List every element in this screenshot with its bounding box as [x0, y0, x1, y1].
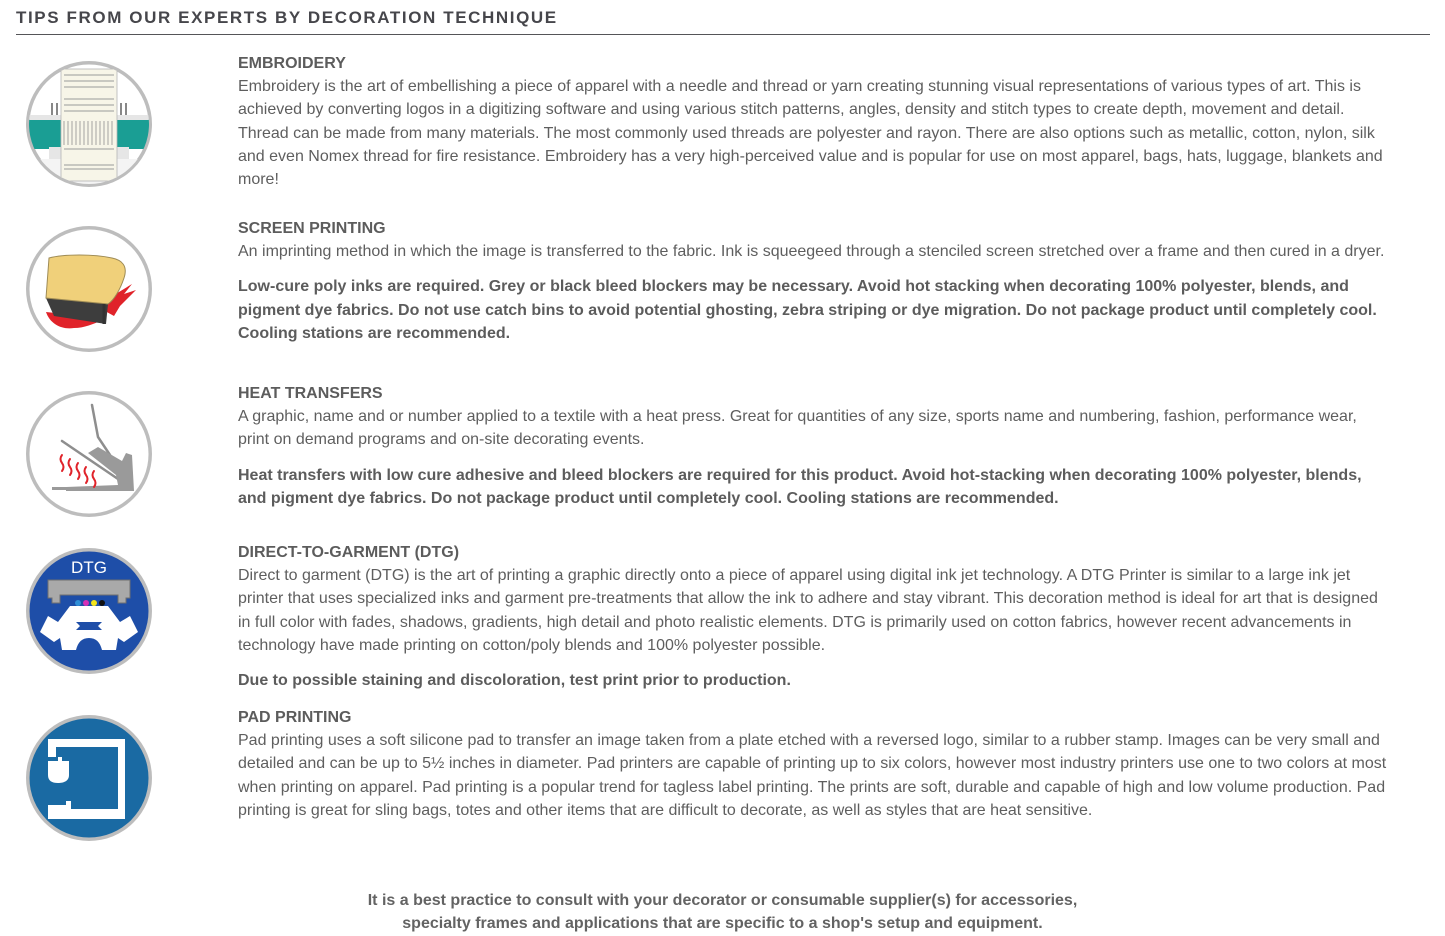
embroidery-machine-icon — [24, 59, 154, 189]
technique-title: DIRECT-TO-GARMENT (DTG) — [238, 544, 460, 561]
technique-title: PAD PRINTING — [238, 709, 352, 726]
technique-text — [238, 217, 1388, 345]
technique-text — [238, 52, 1388, 191]
technique-description: Pad printing uses a soft silicone pad to transfer an image taken from a plate etched with a reversed logo, similar to a rubber stamp. Images can be very small and detailed and can be up to 5½ inches in diameter. Pad printers are capable of printing up to six colors, however most industry printers use one to two colors at most when printing on apparel. Pad printing is a popular trend for tagless label printing. The prints are soft, durable and capable of high and low volume production. Pad printing is great for sling bags, totes and other items that are difficult to decorate, as well as styles that are heat sensitive. — [238, 732, 1387, 819]
technique-description: A graphic, name and or number applied to a textile with a heat press. Great for quantities of any size, sports name and numbering, fashion, performance wear, print on demand programs and on-site decorating events. — [238, 408, 1357, 449]
dtg-icon-label: DTG — [71, 558, 107, 577]
technique-note: Low-cure poly inks are required. Grey or black bleed blockers may be necessary. Avoid hot stacking when decorating 100% polyester, blends, and pigment dye fabrics. Do not use catch bins to avoid potential ghosting, zebra striping or dye migration. Do not package product until completely cool. Cooling stations are recommended. — [238, 278, 1377, 342]
section-header — [16, 6, 1430, 35]
technique-text — [238, 382, 1388, 510]
best-practice-footer — [0, 889, 1445, 936]
technique-description: Direct to garment (DTG) is the art of printing a graphic directly onto a piece of apparel using digital ink jet technology. A DTG Printer is similar to a large ink jet printer that uses specialized inks and garment pre-treatments that allow the ink to adhere and stay vibrant. This decoration method is ideal for art that is designed in full color with fades, shadows, gradients, high detail and photo realistic elements. DTG is primarily used on cotton fabrics, however recent advancements in technology have made printing on cotton/poly blends and 100% polyester possible. — [238, 567, 1378, 654]
technique-text — [238, 541, 1388, 692]
technique-note: Heat transfers with low cure adhesive and bleed blockers are required for this product. Avoid hot-stacking when decorating 100% polyester, blends, and pigment dye fabrics. Do not package product until completely cool. Cooling stations are recommended. — [238, 466, 1362, 507]
technique-title: SCREEN PRINTING — [238, 220, 386, 237]
technique-note: Due to possible staining and discoloration, test print prior to production. — [238, 672, 791, 690]
technique-title: EMBROIDERY — [238, 55, 346, 72]
screen-printing-squeegee-icon — [24, 224, 154, 354]
technique-title: HEAT TRANSFERS — [238, 385, 383, 402]
heat-press-icon — [24, 389, 154, 519]
technique-description: Embroidery is the art of embellishing a piece of apparel with a needle and thread or yarn creating stunning visual representations of various types of art. This is achieved by converting logos in a digitizing software and using various stitch patterns, angles, density and stitch types to create depth, movement and detail. Thread can be made from many materials. The most commonly used threads are polyester and rayon. There are also options such as metallic, cotton, nylon, silk and even Nomex thread for fire resistance. Embroidery has a very high-perceived value and is popular for use on most apparel, bags, hats, luggage, blankets and more! — [238, 78, 1383, 189]
page-title: TIPS FROM OUR EXPERTS BY DECORATION TECHNIQUE — [16, 8, 558, 27]
footer-line-2: specialty frames and applications that are specific to a shop's setup and equipment. — [402, 915, 1043, 933]
footer-line-1: It is a best practice to consult with your decorator or consumable supplier(s) for accessories, — [367, 892, 1078, 909]
technique-text — [238, 706, 1388, 822]
technique-description: An imprinting method in which the image is transferred to the fabric. Ink is squeegeed through a stenciled screen stretched over a frame and then cured in a dryer. — [238, 243, 1385, 260]
pad-printing-machine-icon — [24, 713, 154, 843]
dtg-printer-icon — [24, 546, 154, 676]
